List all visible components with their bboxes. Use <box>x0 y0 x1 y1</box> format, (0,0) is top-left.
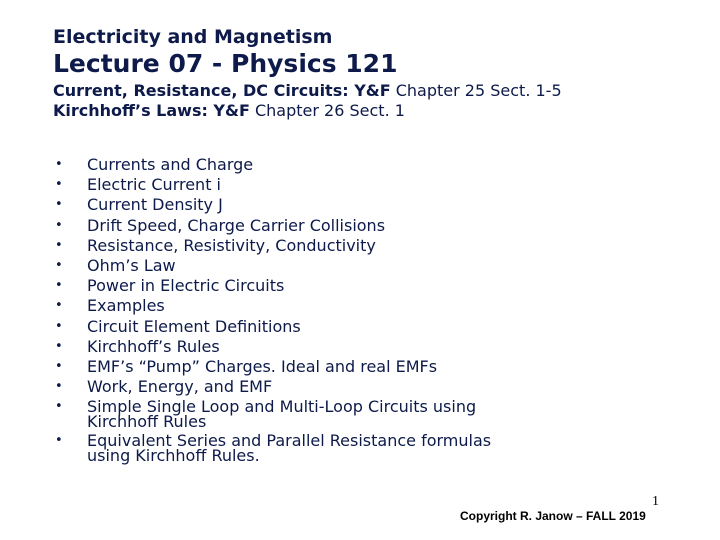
list-item <box>55 317 615 337</box>
topic-line-1 <box>53 81 562 100</box>
topic-bullet-list <box>55 155 615 465</box>
list-item-text: Simple Single Loop and Multi-Loop Circuits using Kirchhoff Rules <box>87 397 477 432</box>
list-item <box>55 357 615 377</box>
bullet-icon: • <box>55 197 63 213</box>
list-item-text: EMF’s “Pump” Charges. Ideal and real EMFs <box>87 357 438 377</box>
copyright-notice: Copyright R. Janow – FALL 2019 <box>460 509 646 523</box>
bullet-icon: • <box>55 258 63 274</box>
list-item-text: Currents and Charge <box>87 155 254 174</box>
list-item-text: Drift Speed, Charge Carrier Collisions <box>87 215 386 235</box>
bullet-icon: • <box>55 298 63 314</box>
bullet-icon: • <box>55 379 63 395</box>
list-item-text: Electric Current i <box>87 175 221 195</box>
list-item <box>55 431 615 466</box>
list-item <box>55 195 615 215</box>
list-item <box>55 155 615 175</box>
bullet-icon: • <box>55 433 63 449</box>
list-item <box>55 296 615 316</box>
list-item-text: Ohm’s Law <box>87 256 176 276</box>
list-item <box>55 397 615 432</box>
list-item <box>55 337 615 357</box>
bullet-icon: • <box>55 338 63 354</box>
topic-1-bold: Current, Resistance, DC Circuits: Y&F <box>53 81 391 100</box>
list-item-text: Power in Electric Circuits <box>87 276 285 296</box>
list-item-text: Kirchhoff’s Rules <box>87 336 220 356</box>
topic-line-2 <box>53 101 405 120</box>
topic-1-reference: Chapter 25 Sect. 1-5 <box>390 81 562 100</box>
list-item <box>55 276 615 296</box>
topic-2-reference: Chapter 26 Sect. 1 <box>249 101 405 120</box>
list-item-text: Circuit Element Definitions <box>87 316 301 336</box>
bullet-icon: • <box>55 237 63 253</box>
course-subject: Electricity and Magnetism <box>53 26 333 48</box>
list-item-text: Current Density J <box>87 195 223 215</box>
list-item-text: Equivalent Series and Parallel Resistance formulas using Kirchhoff Rules. <box>87 431 492 466</box>
lecture-title: Lecture 07 - Physics 121 <box>53 49 398 78</box>
list-item <box>55 175 615 195</box>
page-number: 1 <box>652 494 659 509</box>
list-item <box>55 256 615 276</box>
list-item <box>55 216 615 236</box>
bullet-icon: • <box>55 318 63 334</box>
bullet-icon: • <box>55 278 63 294</box>
list-item-text: Work, Energy, and EMF <box>87 377 273 397</box>
bullet-icon: • <box>55 177 63 193</box>
list-item <box>55 236 615 256</box>
list-item <box>55 377 615 397</box>
list-item-text: Examples <box>87 296 165 316</box>
bullet-icon: • <box>55 157 63 172</box>
list-item-text: Resistance, Resistivity, Conductivity <box>87 235 376 255</box>
bullet-icon: • <box>55 399 63 415</box>
bullet-icon: • <box>55 359 63 375</box>
bullet-icon: • <box>55 217 63 233</box>
topic-2-bold: Kirchhoff’s Laws: Y&F <box>53 101 250 120</box>
